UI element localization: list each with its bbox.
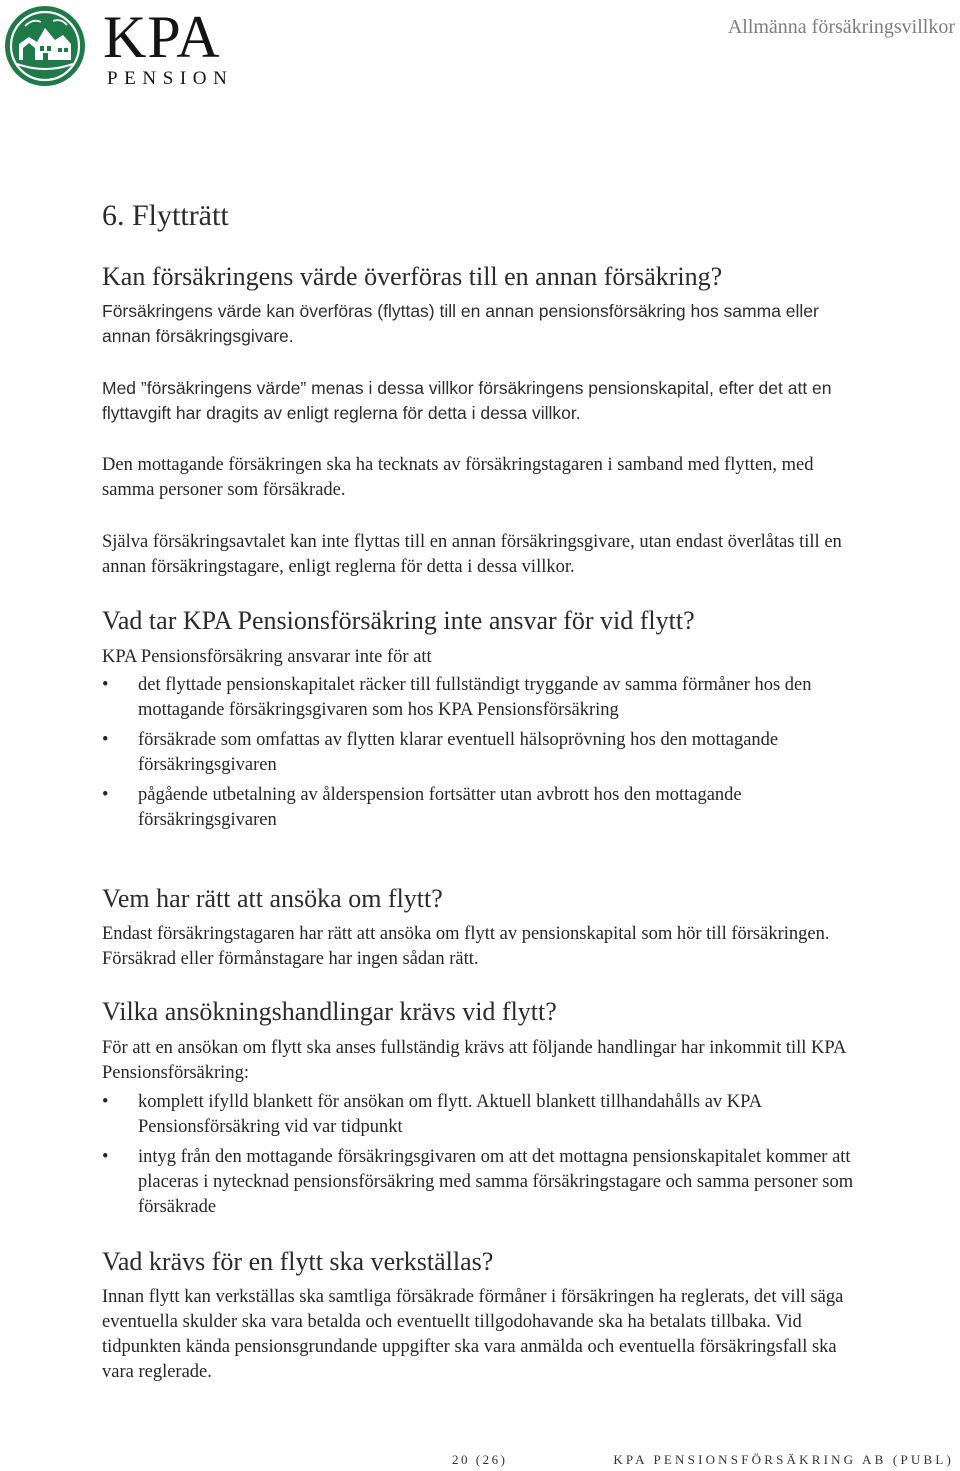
list-item-text: komplett ifylld blankett för ansökan om flytt. Aktuell blankett tillhandahålls av KPA Pensionsförsäkring vid var tidpunkt: [138, 1092, 762, 1137]
heading-not-responsible: Vad tar KPA Pensionsförsäkring inte ansvar för vid flytt?: [102, 606, 695, 635]
paragraph-required-documents-intro: För att en ansökan om flytt ska anses fullständig krävs att följande handlingar har inkommit till KPA Pensionsförsäkring:: [102, 1038, 846, 1083]
list-item-text: pågående utbetalning av ålderspension fortsätter utan avbrott hos den mottagande försäkringsgivaren: [138, 785, 742, 830]
bullet-icon: •: [102, 1147, 109, 1167]
paragraph-execution-requirements: Innan flytt kan verkställas ska samtliga försäkrade förmåner i försäkringen ha reglerats, det vill säga eventuella skulder ska vara betalda och eventuellt tillgodohavande ska ha betalats tillbaka. Vid tidpunkten kända pensionsgrundande uppgifter ska vara anmälda och eventuella försäkringsfall ska vara reglerade.: [102, 1287, 844, 1382]
list-item: [102, 673, 862, 723]
paragraph-receiving-insurance: Den mottagande försäkringen ska ha tecknats av försäkringstagaren i samband med flytten, med samma personer som försäkrade.: [102, 455, 814, 500]
heading-transfer-value: Kan försäkringens värde överföras till en annan försäkring?: [102, 262, 723, 291]
footer-company-name: KPA PENSIONSFÖRSÄKRING AB (PUBL): [613, 1452, 954, 1467]
logo-subtitle: PENSION: [107, 68, 234, 89]
bullet-icon: •: [102, 675, 109, 695]
section-title: 6. Flytträtt: [102, 199, 229, 232]
paragraph-value-definition: Med ”försäkringens värde” menas i dessa villkor försäkringens pensionskapital, efter det att en flyttavgift har dragits av enligt reglerna för detta i dessa villkor.: [102, 378, 832, 423]
list-item: [102, 1145, 862, 1220]
bullet-icon: •: [102, 1092, 109, 1112]
list-required-documents: [102, 1090, 862, 1225]
list-item: [102, 728, 862, 778]
paragraph-transfer-value: Försäkringens värde kan överföras (flyttas) till en annan pensionsförsäkring hos samma eller annan försäkringsgivare.: [102, 301, 819, 346]
list-item-text: försäkrade som omfattas av flytten klarar eventuell hälsoprövning hos den mottagande försäkringsgivaren: [138, 730, 779, 775]
page-number: 20 (26): [452, 1452, 508, 1467]
document-title: Allmänna försäkringsvillkor: [727, 16, 955, 38]
paragraph-agreement-transfer: Själva försäkringsavtalet kan inte flyttas till en annan försäkringsgivare, utan endast överlåtas till en annan försäkringstagare, enligt reglerna för detta i dessa villkor.: [102, 532, 842, 577]
list-item-text: det flyttade pensionskapitalet räcker till fullständigt tryggande av samma förmåner hos den mottagande försäkringsgivaren som hos KPA Pensionsförsäkring: [138, 675, 812, 720]
list-item-text: intyg från den mottagande försäkringsgivaren om att det mottagna pensionskapitalet kommer att placeras i nytecknad pensionsförsäkring med samma försäkringstagare och samma personer som försäkrade: [138, 1147, 854, 1217]
kpa-pension-logo: [3, 4, 259, 88]
heading-execution-requirements: Vad krävs för en flytt ska verkställas?: [102, 1247, 494, 1276]
kpa-emblem-icon: [3, 4, 87, 88]
logo-wordmark: KPA: [103, 4, 221, 70]
heading-required-documents: Vilka ansökningshandlingar krävs vid flytt?: [102, 997, 557, 1026]
paragraph-who-may-apply: Endast försäkringstagaren har rätt att ansöka om flytt av pensionskapital som hör till försäkringen. Försäkrad eller förmånstagare har ingen sådan rätt.: [102, 924, 830, 969]
list-item: [102, 783, 862, 833]
list-item: [102, 1090, 862, 1140]
paragraph-not-responsible-intro: KPA Pensionsförsäkring ansvarar inte för att: [102, 647, 432, 667]
list-not-responsible: [102, 673, 862, 838]
bullet-icon: •: [102, 785, 109, 805]
heading-who-may-apply: Vem har rätt att ansöka om flytt?: [102, 884, 443, 913]
bullet-icon: •: [102, 730, 109, 750]
